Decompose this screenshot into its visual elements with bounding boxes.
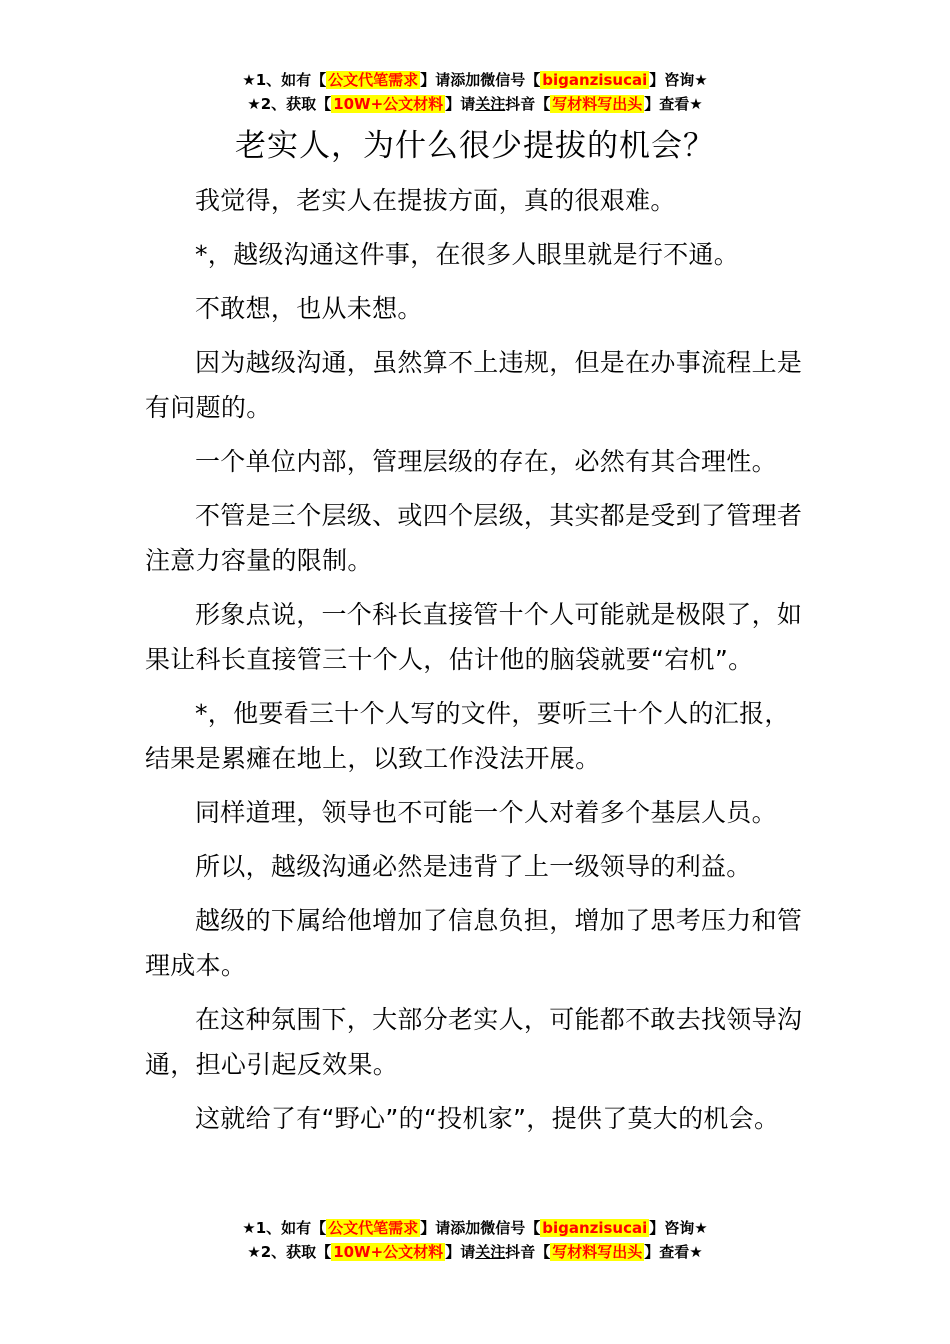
- footer-banner-line-2: ★2、获取【 10W+公文材料 】请关注抖音【 写材料写出头 】查看★: [247, 1243, 703, 1261]
- footer-highlight-douyin: 写材料写出头: [552, 1243, 643, 1261]
- header-banner-line-2: ★2、获取【 10W+公文材料 】请关注抖音【 写材料写出头 】查看★: [247, 95, 703, 113]
- paragraph: *，他要看三十个人写的文件，要听三十个人的汇报，结果是累瘫在地上，以致工作没法开展。: [145, 699, 790, 773]
- footer-highlight-service: 公文代笔需求: [328, 1219, 419, 1237]
- paragraph: 因为越级沟通，虽然算不上违规，但是在办事流程上是有问题的。: [145, 348, 803, 422]
- footer-banner: [0, 1216, 950, 1264]
- header-highlight-wechat-id: biganzisucai: [542, 71, 648, 89]
- article-body: [145, 178, 810, 1150]
- paragraph: 越级的下属给他增加了信息负担，增加了思考压力和管理成本。: [145, 906, 803, 980]
- paragraph: 同样道理，领导也不可能一个人对着多个基层人员。: [195, 798, 777, 827]
- paragraph: 不管是三个层级、或四个层级，其实都是受到了管理者注意力容量的限制。: [145, 501, 803, 575]
- paragraph: 一个单位内部，管理层级的存在，必然有其合理性。: [195, 447, 777, 476]
- footer-highlight-wechat-id: biganzisucai: [542, 1219, 648, 1237]
- header-highlight-service: 公文代笔需求: [328, 71, 419, 89]
- paragraph: 形象点说，一个科长直接管十个人可能就是极限了，如果让科长直接管三十个人，估计他的脑袋就要“宕机”。: [145, 600, 803, 674]
- header-highlight-douyin: 写材料写出头: [552, 95, 643, 113]
- paragraph: 在这种氛围下，大部分老实人，可能都不敢去找领导沟通，担心引起反效果。: [145, 1005, 803, 1079]
- header-banner: [0, 68, 950, 116]
- header-follow-link[interactable]: 关注: [475, 95, 506, 113]
- article-title: 老实人，为什么很少提拔的机会？: [235, 128, 715, 164]
- paragraph: 我觉得，老实人在提拔方面，真的很艰难。: [195, 186, 676, 215]
- footer-banner-line-1: ★1、如有【 公文代笔需求 】请添加微信号【 biganzisucai 】咨询★: [242, 1219, 708, 1237]
- paragraph: *，越级沟通这件事，在很多人眼里就是行不通。: [195, 240, 740, 269]
- footer-follow-link[interactable]: 关注: [475, 1243, 506, 1261]
- paragraph: 所以，越级沟通必然是违背了上一级领导的利益。: [195, 852, 752, 881]
- header-highlight-materials: 10W+公文材料: [333, 95, 444, 113]
- header-banner-line-1: ★1、如有【 公文代笔需求 】请添加微信号【 biganzisucai 】咨询★: [242, 71, 708, 89]
- paragraph: 这就给了有“野心”的“投机家”，提供了莫大的机会。: [195, 1104, 780, 1133]
- footer-highlight-materials: 10W+公文材料: [333, 1243, 444, 1261]
- paragraph: 不敢想，也从未想。: [195, 294, 423, 323]
